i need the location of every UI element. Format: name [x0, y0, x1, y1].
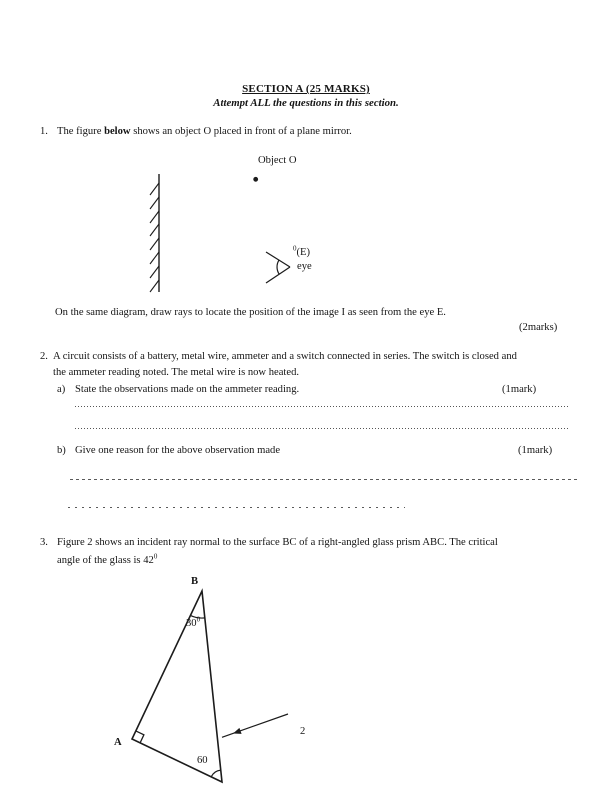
q1-text-bold: below	[104, 126, 131, 137]
q1-text-end: shows an object O placed in front of a plane mirror.	[130, 126, 352, 137]
vertex-b-label: B	[191, 576, 199, 587]
q1-text	[57, 126, 352, 137]
q2-line2: the ammeter reading noted. The metal wire is now heated.	[53, 367, 300, 378]
q2b-text: Give one reason for the above observation made	[75, 445, 281, 456]
angle-b-superscript: 0	[196, 615, 201, 624]
object-label: Object O	[258, 155, 297, 166]
eye-symbol	[266, 252, 290, 283]
q3-line2	[57, 552, 158, 566]
section-title: SECTION A (25 MARKS)	[242, 83, 370, 95]
q3-line2-text: angle of the glass is 42	[57, 555, 154, 566]
answer-line	[70, 479, 577, 481]
angle-base-arc	[211, 770, 221, 777]
angle-b-label	[186, 615, 201, 629]
q3-line2-superscript: 0	[153, 552, 158, 561]
section-subtitle: Attempt ALL the questions in this section.	[213, 97, 399, 109]
eye-e-label: (E)	[296, 247, 311, 258]
eye-angle-label	[293, 244, 311, 258]
q3-number: 3.	[40, 537, 48, 548]
q1-number: 1.	[40, 126, 48, 137]
eye-superscript: 0	[293, 244, 297, 253]
mirror-diagram	[100, 150, 330, 300]
q2-line1: A circuit consists of a battery, metal wire, ammeter and a switch connected in series. The switch is closed and	[53, 351, 517, 362]
answer-line	[68, 507, 405, 509]
ray-label: 2	[300, 726, 306, 737]
q2b-label: b)	[57, 445, 66, 456]
q2a-text: State the observations made on the ammeter reading.	[75, 384, 300, 395]
q2a-marks: (1mark)	[502, 384, 537, 395]
q2-number: 2.	[40, 351, 48, 362]
q3-line1: Figure 2 shows an incident ray normal to the surface BC of a right-angled glass prism ABC. The critical	[57, 537, 498, 548]
angle-base-label: 60	[197, 755, 208, 766]
answer-line	[75, 406, 570, 408]
vertex-a-label: A	[114, 737, 122, 748]
object-point	[253, 177, 258, 182]
angle-b-value: 30	[186, 618, 197, 629]
prism-triangle	[132, 591, 222, 782]
incident-ray	[222, 714, 288, 737]
prism-diagram	[100, 570, 340, 792]
eye-label: eye	[297, 261, 312, 272]
q1-text-start: The figure	[57, 126, 105, 137]
q1-marks: (2marks)	[519, 322, 558, 333]
ray-arrowhead	[233, 728, 242, 734]
answer-line	[75, 428, 570, 430]
mirror-hatching	[150, 183, 159, 292]
q2a-label: a)	[57, 384, 66, 395]
q2b-marks: (1mark)	[518, 445, 553, 456]
q1-instruction: On the same diagram, draw rays to locate the position of the image I as seen from the eye E.	[55, 307, 446, 318]
